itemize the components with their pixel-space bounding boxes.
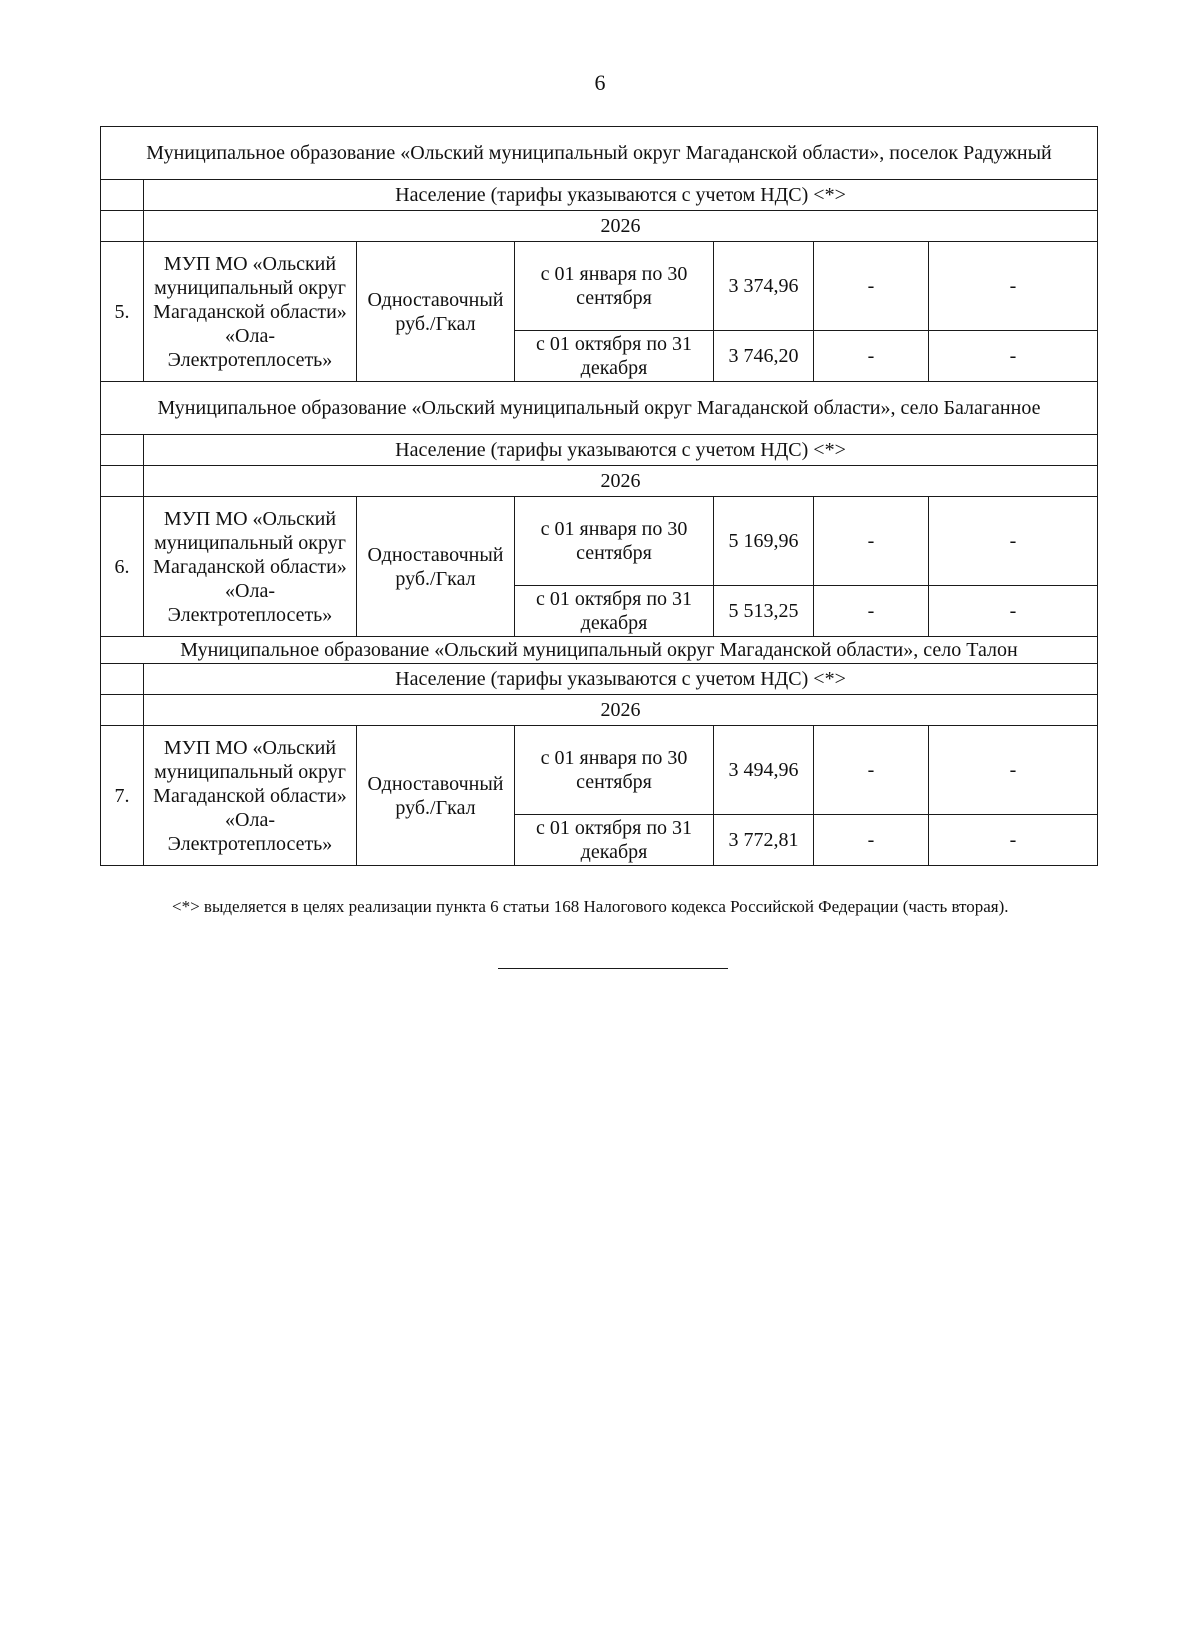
year-label: 2026 <box>144 211 1098 242</box>
dash-cell: - <box>929 497 1098 586</box>
year-row <box>101 695 1098 726</box>
tariff-value: 3 374,96 <box>714 242 814 331</box>
empty-cell <box>101 695 144 726</box>
dash-cell: - <box>929 331 1098 382</box>
footnote: <*> выделяется в целях реализации пункта 6 статьи 168 Налогового кодекса Российской Федерации (часть вторая). <box>172 897 1009 916</box>
row-number: 6. <box>101 497 144 637</box>
tariff-value: 3 746,20 <box>714 331 814 382</box>
period: с 01 января по 30 сентября <box>515 726 714 815</box>
row-number: 5. <box>101 242 144 382</box>
dash-cell: - <box>929 242 1098 331</box>
dash-cell: - <box>814 815 929 866</box>
population-row <box>101 664 1098 695</box>
organization-name: МУП МО «Ольский муниципальный округ Магаданской области» «Ола-Электротеплосеть» <box>144 726 357 866</box>
municipality-row <box>101 382 1098 435</box>
year-label: 2026 <box>144 695 1098 726</box>
dash-cell: - <box>814 586 929 637</box>
tariff-value: 3 772,81 <box>714 815 814 866</box>
empty-cell <box>101 180 144 211</box>
period: с 01 октября по 31 декабря <box>515 586 714 637</box>
period: с 01 октября по 31 декабря <box>515 815 714 866</box>
population-label: Население (тарифы указываются с учетом НДС) <*> <box>144 435 1098 466</box>
year-label: 2026 <box>144 466 1098 497</box>
year-row <box>101 466 1098 497</box>
population-label: Население (тарифы указываются с учетом НДС) <*> <box>144 664 1098 695</box>
municipality-title: Муниципальное образование «Ольский муниципальный округ Магаданской области», село Балаганное <box>101 382 1098 435</box>
organization-name: МУП МО «Ольский муниципальный округ Магаданской области» «Ола-Электротеплосеть» <box>144 242 357 382</box>
empty-cell <box>101 435 144 466</box>
table-row <box>101 497 1098 586</box>
dash-cell: - <box>929 815 1098 866</box>
dash-cell: - <box>929 726 1098 815</box>
tariff-table <box>100 126 1098 866</box>
tariff-type: Одноставочный руб./Гкал <box>357 242 515 382</box>
municipality-row <box>101 637 1098 664</box>
dash-cell: - <box>814 242 929 331</box>
empty-cell <box>101 664 144 695</box>
year-row <box>101 211 1098 242</box>
municipality-row <box>101 127 1098 180</box>
population-row <box>101 180 1098 211</box>
page-number: 6 <box>594 70 606 95</box>
table-row <box>101 726 1098 815</box>
organization-name: МУП МО «Ольский муниципальный округ Магаданской области» «Ола-Электротеплосеть» <box>144 497 357 637</box>
period: с 01 октября по 31 декабря <box>515 331 714 382</box>
tariff-value: 5 513,25 <box>714 586 814 637</box>
population-row <box>101 435 1098 466</box>
empty-cell <box>101 211 144 242</box>
empty-cell <box>101 466 144 497</box>
dash-cell: - <box>814 497 929 586</box>
end-rule <box>498 968 728 969</box>
row-number: 7. <box>101 726 144 866</box>
table-row <box>101 242 1098 331</box>
municipality-title: Муниципальное образование «Ольский муниципальный округ Магаданской области», поселок Радужный <box>101 127 1098 180</box>
tariff-value: 5 169,96 <box>714 497 814 586</box>
period: с 01 января по 30 сентября <box>515 242 714 331</box>
period: с 01 января по 30 сентября <box>515 497 714 586</box>
municipality-title: Муниципальное образование «Ольский муниципальный округ Магаданской области», село Талон <box>101 637 1098 664</box>
tariff-type: Одноставочный руб./Гкал <box>357 726 515 866</box>
population-label: Население (тарифы указываются с учетом НДС) <*> <box>144 180 1098 211</box>
tariff-type: Одноставочный руб./Гкал <box>357 497 515 637</box>
tariff-value: 3 494,96 <box>714 726 814 815</box>
dash-cell: - <box>814 726 929 815</box>
dash-cell: - <box>929 586 1098 637</box>
dash-cell: - <box>814 331 929 382</box>
